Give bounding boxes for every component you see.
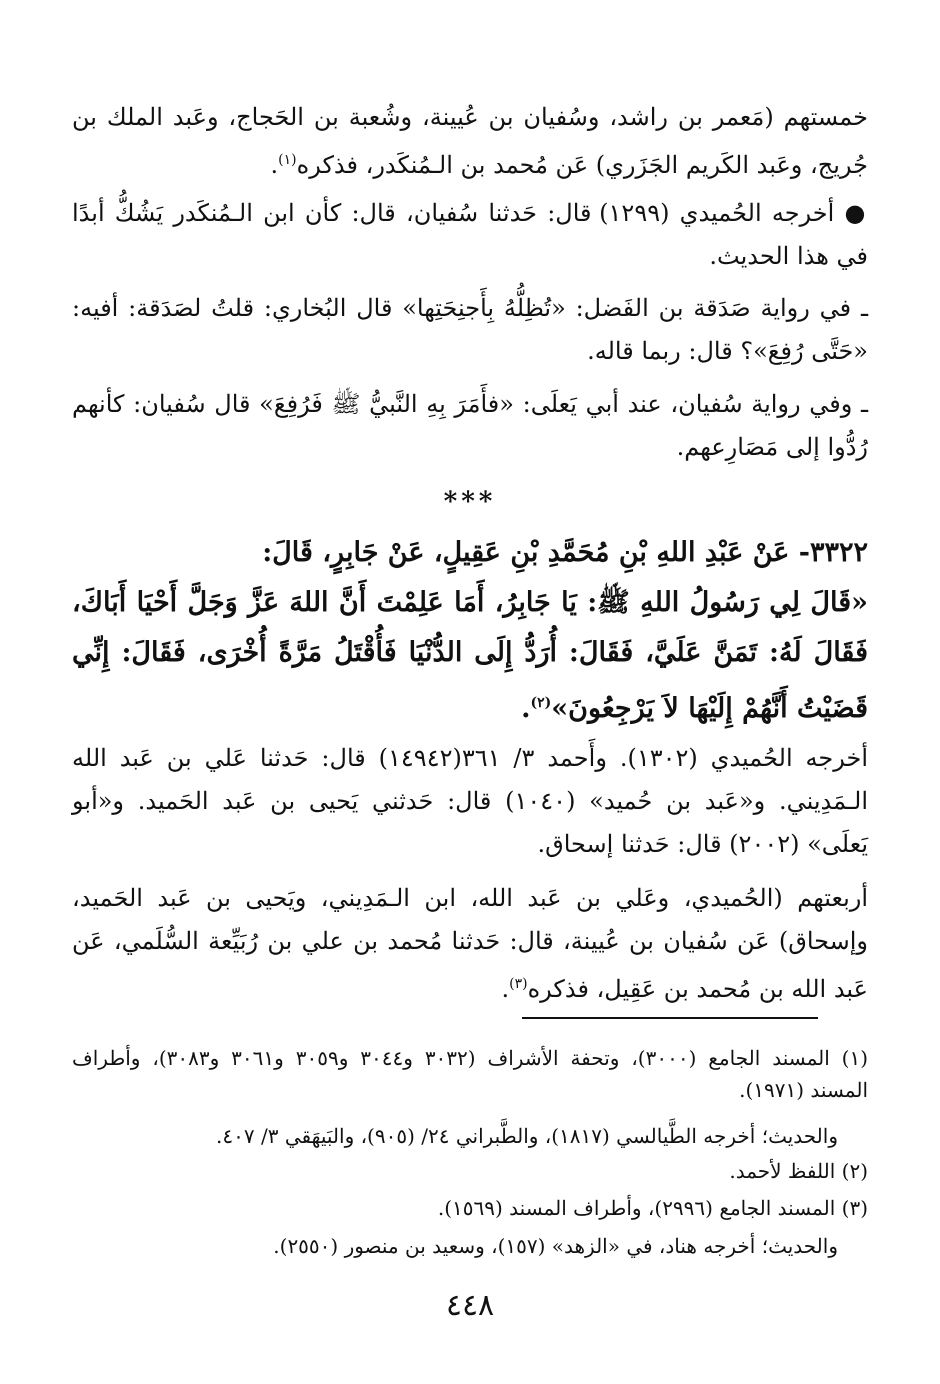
paragraph-text: ـ في رواية صَدَقة بن الفَضل: «تُظِلُّهُ بِأَجنِحَتِها» قال البُخاري: قلتُ لصَدَقة: أفيه: «حَتَّى رُفِعَ»؟ قال: ربما قاله. bbox=[72, 294, 868, 365]
footnote-text: والحديث؛ أخرجه الطَّيالسي (١٨١٧)، والطَّبراني ٢٤/ (٩٠٥)، والبَيهَقي ٣/ ٤٠٧. bbox=[216, 1124, 838, 1148]
footnote-1 bbox=[72, 1042, 868, 1106]
footnote-2 bbox=[72, 1155, 868, 1187]
footnote-3 bbox=[72, 1192, 868, 1224]
footnote-text: (٣) المسند الجامع (٢٩٩٦)، وأطراف المسند (١٥٦٩). bbox=[437, 1196, 868, 1220]
hadith-number-chain: ٣٣٢٢- عَنْ عَبْدِ اللهِ بْنِ مُحَمَّدِ بْنِ عَقِيلٍ، عَنْ جَابِرٍ، قَالَ: bbox=[262, 537, 868, 568]
paragraph-text: ـ وفي رواية سُفيان، عند أبي يَعلَى: «فأَمَرَ بِهِ النَّبيُّ ﷺ فَرُفِعَ» قال سُفيان: كأنهم رُدُّوا إلى مَصَارِعهم. bbox=[72, 390, 869, 461]
paragraph-intro: خمستهم (مَعمر بن راشد، وسُفيان بن عُيينة، وشُعبة بن الحَجاج، وعَبد الملك بن جُريج، وعَبد الكَريم الجَزَري) عَن مُحمد بن الـمُنكَدر، فذكره$^{(١)}$. bbox=[72, 103, 868, 179]
footnote-text: (١) المسند الجامع (٣٠٠٠)، وتحفة الأشراف (٣٠٣٢ و٣٠٤٤ و٣٠٥٩ و٣٠٦١ و٣٠٨٣)، وأطراف المسند (١٩٧١). bbox=[72, 1046, 869, 1102]
paragraph-isnad: أربعتهم (الحُميدي، وعَلي بن عَبد الله، ابن الـمَدِيني، ويَحيى بن عَبد الحَميد، وإسحاق) عَن سُفيان بن عُيينة، قال: حَدثنا مُحمد بن علي بن رُبَيِّعة السُّلَمي، عَن عَبد الله بن مُحمد بن عَقِيل، فذكره$^{(٣)}$. bbox=[72, 884, 869, 1003]
footnote-marker: (١) bbox=[278, 152, 297, 168]
footnote-1-continued bbox=[72, 1120, 868, 1152]
hadith-text: «قَالَ لِي رَسُولُ اللهِ ﷺ: يَا جَابِرُ، أَمَا عَلِمْتَ أَنَّ اللهَ عَزَّ وَجَلَّ أَحْيَا أَبَاكَ، فَقَالَ لَهُ: تَمَنَّ عَلَيَّ، فَقَالَ: أُرَدُّ إِلَى الدُّنْيَا فَأُقْتَلُ مَرَّةً أُخْرَى، فَقَالَ: إِنِّي قَضَيْتُ أَنَّهُمْ إِلَيْهَا لاَ يَرْجِعُونَ»$^{(٢)}$. bbox=[72, 587, 868, 724]
paragraph-text: أربعتهم (الحُميدي، وعَلي بن عَبد الله، ابن الـمَدِيني، ويَحيى بن عَبد الحَميد، وإسحاق) عَن سُفيان بن عُيينة، قال: حَدثنا مُحمد بن علي بن رُبَيِّعة السُّلَمي، عَن عَبد الله بن مُحمد بن عَقِيل، فذكره bbox=[72, 884, 869, 1003]
paragraph-takhrij bbox=[72, 737, 868, 866]
footnote-marker: (٢) bbox=[530, 695, 552, 711]
page-number: ٤٤٨ bbox=[445, 1288, 495, 1323]
paragraph-abu-yala bbox=[72, 383, 868, 469]
footnote-text: والحديث؛ أخرجه هناد، في «الزهد» (١٥٧)، وسعيد بن منصور (٢٥٥٠). bbox=[273, 1234, 838, 1258]
hadith-header bbox=[72, 528, 868, 578]
bullet-icon: ● bbox=[844, 198, 868, 227]
footnote-marker: (٣) bbox=[509, 976, 528, 992]
hadith-matn: «قَالَ لِي رَسُولُ اللهِ ﷺ: يَا جَابِرُ، أَمَا عَلِمْتَ أَنَّ اللهَ عَزَّ وَجَلَّ أَحْيَا أَبَاكَ، فَقَالَ لَهُ: تَمَنَّ عَلَيَّ، فَقَالَ: أُرَدُّ إِلَى الدُّنْيَا فَأُقْتَلُ مَرَّةً أُخْرَى، فَقَالَ: إِنِّي قَضَيْتُ أَنَّهُمْ إِلَيْهَا لاَ يَرْجِعُونَ» bbox=[72, 587, 868, 724]
paragraph-text: خمستهم (مَعمر بن راشد، وسُفيان بن عُيينة، وشُعبة بن الحَجاج، وعَبد الملك بن جُريج، وعَبد الكَريم الجَزَري) عَن مُحمد بن الـمُنكَدر، فذكره bbox=[72, 103, 868, 179]
paragraph-humaydi bbox=[72, 191, 868, 278]
section-separator-stars: *** bbox=[443, 487, 497, 517]
paragraph-text: أخرجه الحُميدي (١٢٩٩) قال: حَدثنا سُفيان، قال: كأن ابن الـمُنكَدر يَشُكُّ أبدًا في هذا الحديث. bbox=[72, 199, 868, 270]
footnote-text: (٢) اللفظ لأحمد. bbox=[729, 1159, 868, 1183]
footnote-3-continued bbox=[72, 1230, 868, 1262]
paragraph-text: أخرجه الحُميدي (١٣٠٢). وأَحمد ٣/ ٣٦١(١٤٩٤٢) قال: حَدثنا عَلي بن عَبد الله الـمَدِيني. و«عَبد بن حُميد» (١٠٤٠) قال: حَدثني يَحيى بن عَبد الحَميد. و«أبو يَعلَى» (٢٠٠٢) قال: حَدثنا إسحاق. bbox=[72, 744, 868, 858]
paragraph-sadaqa bbox=[72, 287, 868, 373]
footnote-separator bbox=[522, 1017, 818, 1019]
